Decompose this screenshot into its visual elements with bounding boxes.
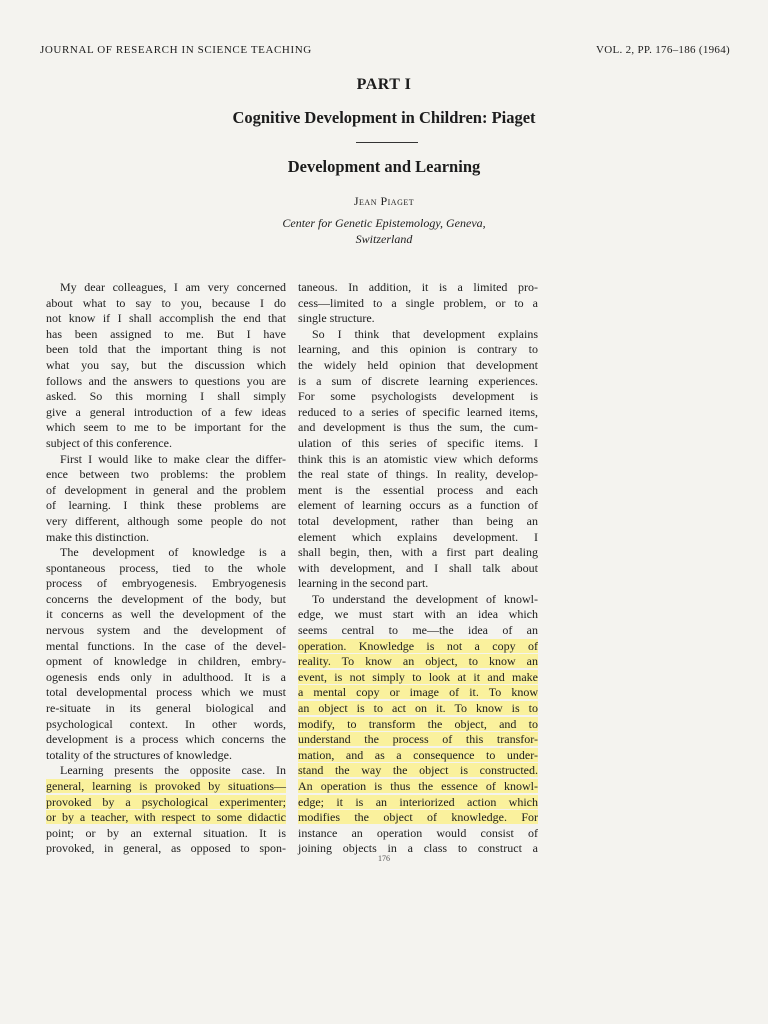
text-line: the widely held opinion that development [298, 357, 538, 372]
part-heading: PART I [356, 76, 412, 93]
text-line: which seem to me to be important for the [46, 420, 286, 435]
text-line: learning in the second part. [298, 576, 429, 591]
text-line: been told that the important thing is not [46, 342, 286, 357]
text-line [298, 763, 538, 779]
text-line: asked. So this morning I shall simply [46, 389, 286, 404]
text-line: make this distinction. [46, 529, 149, 544]
highlighted-text: stand the way the object is constructed. [298, 763, 538, 778]
text-line [46, 795, 286, 811]
text-line [298, 748, 538, 764]
highlighted-text: modifies the object of knowledge. For [298, 810, 538, 825]
text-line: My dear colleagues, I am very concerned [60, 280, 286, 294]
text-line: edge, we must start with an idea which [298, 607, 538, 622]
text-line: single structure. [298, 311, 375, 326]
left-column [46, 280, 286, 857]
text-line: joining objects in a class to construct a [298, 841, 538, 856]
text-line: think this is an atomistic view which deforms [298, 451, 538, 466]
text-line: very different, although some people do not [46, 513, 286, 528]
text-line: total developmental process which we must [46, 685, 286, 700]
text-line: element which explains development. I [298, 529, 538, 544]
text-line [298, 701, 538, 717]
text-line: has been assigned to me. But I have [46, 326, 286, 341]
text-line [298, 685, 538, 701]
text-line: instance an operation would consist of [298, 825, 538, 840]
text-line [298, 732, 538, 748]
text-line: For some psychologists development is [298, 389, 538, 404]
text-line: give a general introduction of a few ideas [46, 404, 286, 419]
text-line [298, 717, 538, 733]
text-line: opment of knowledge in children, embry- [46, 654, 286, 669]
text-line [298, 810, 538, 826]
text-line: total development, rather than being an [298, 513, 538, 528]
text-line: it concerns as well the development of the [46, 607, 286, 622]
text-line: subject of this conference. [46, 435, 172, 450]
text-line: provoked, in general, as opposed to spon- [46, 841, 286, 856]
text-line [298, 795, 538, 811]
text-line: development is a process which concerns the [46, 732, 286, 747]
text-line: reduced to a series of specific learned items, [298, 404, 538, 419]
text-line: re-situate in its general biological and [46, 701, 286, 716]
highlighted-text: provoked by a psychological experimenter; [46, 794, 286, 809]
highlighted-text: or by a teacher, with respect to some didactic [46, 810, 286, 825]
text-line: process of embryogenesis. Embryogenesis [46, 576, 286, 591]
text-line: about what to say to you, because I do [46, 295, 286, 310]
text-line: The development of knowledge is a [60, 545, 286, 560]
text-line: follows and the answers to questions you are [46, 373, 286, 388]
article-title: Development and Learning [287, 157, 481, 176]
text-line: ogenesis ends only in adulthood. It is a [46, 669, 286, 684]
highlighted-text: operation. Knowledge is not a copy of [298, 638, 538, 653]
author-name: Jean Piaget [353, 194, 415, 208]
text-line: seems central to me—the idea of an [298, 623, 538, 638]
affiliation-line-1: Center for Genetic Epistemology, Geneva, [282, 216, 486, 230]
affiliation-line-2: Switzerland [355, 232, 413, 246]
main-title: Cognitive Development in Children: Piaget [232, 108, 536, 127]
highlighted-text: reality. To know an object, to know an [298, 654, 538, 669]
text-line: the real state of things. In reality, develop- [298, 467, 538, 482]
highlighted-text: An operation is thus the essence of knowl- [298, 779, 538, 793]
text-line: ulation of this series of specific items. I [298, 435, 538, 450]
text-line: cess—limited to a single problem, or to a [298, 295, 538, 310]
journal-name: JOURNAL OF RESEARCH IN SCIENCE TEACHING [40, 44, 312, 56]
highlighted-text: a mental copy or image of it. To know [298, 685, 538, 700]
right-column [298, 280, 538, 857]
title-divider [356, 142, 418, 143]
text-line: element of learning occurs as a function of [298, 498, 538, 513]
text-line: ment is the essential process and each [298, 482, 538, 497]
page-number: 176 [378, 854, 390, 863]
text-line: concerns the development of the body, but [46, 591, 286, 606]
text-line: taneous. In addition, it is a limited pro- [298, 280, 538, 294]
highlighted-text: edge; it is an interiorized action which [298, 794, 538, 809]
text-line: ence between two problems: the problem [46, 467, 286, 482]
volume-info: VOL. 2, PP. 176–186 (1964) [596, 44, 730, 56]
highlighted-text: event, is not simply to look at it and make [298, 669, 538, 684]
highlighted-text: modify, to transform the object, and to [298, 716, 538, 731]
text-line [298, 779, 538, 795]
text-line [46, 810, 286, 826]
text-line: of learning. I think these problems are [46, 498, 286, 513]
text-line: So I think that development explains [312, 326, 538, 341]
text-line [46, 779, 286, 795]
text-line: is a sum of discrete learning experiences. [298, 373, 538, 388]
text-line: what you say, but the discussion which [46, 357, 286, 372]
text-line [298, 654, 538, 670]
highlighted-text: general, learning is provoked by situations— [46, 779, 286, 793]
text-line: nervous system and the development of [46, 623, 286, 638]
text-line: psychological context. In other words, [46, 716, 286, 731]
text-line: totality of the structures of knowledge. [46, 747, 232, 762]
text-line: To understand the development of knowl- [312, 591, 538, 606]
text-line: with development, and I shall talk about [298, 560, 538, 575]
text-line: of development in general and the problem [46, 482, 286, 497]
text-line [298, 639, 538, 655]
text-line: not know if I shall accomplish the end that [46, 311, 286, 326]
highlighted-text: understand the process of this transfor- [298, 732, 538, 747]
text-line: mental functions. In the case of the devel- [46, 638, 286, 653]
text-line: spontaneous process, tied to the whole [46, 560, 286, 575]
text-line: and development is thus the sum, the cum- [298, 420, 538, 435]
highlighted-text: mation, and as a consequence to under- [298, 747, 538, 762]
text-line: First I would like to make clear the differ- [60, 451, 286, 466]
text-line [298, 670, 538, 686]
highlighted-text: an object is to act on it. To know is to [298, 701, 538, 716]
text-line: shall begin, then, with a first part dealing [298, 545, 538, 560]
text-line: learning, and this opinion is contrary to [298, 342, 538, 357]
text-line: point; or by an external situation. It is [46, 825, 286, 840]
text-line: Learning presents the opposite case. In [60, 763, 286, 778]
